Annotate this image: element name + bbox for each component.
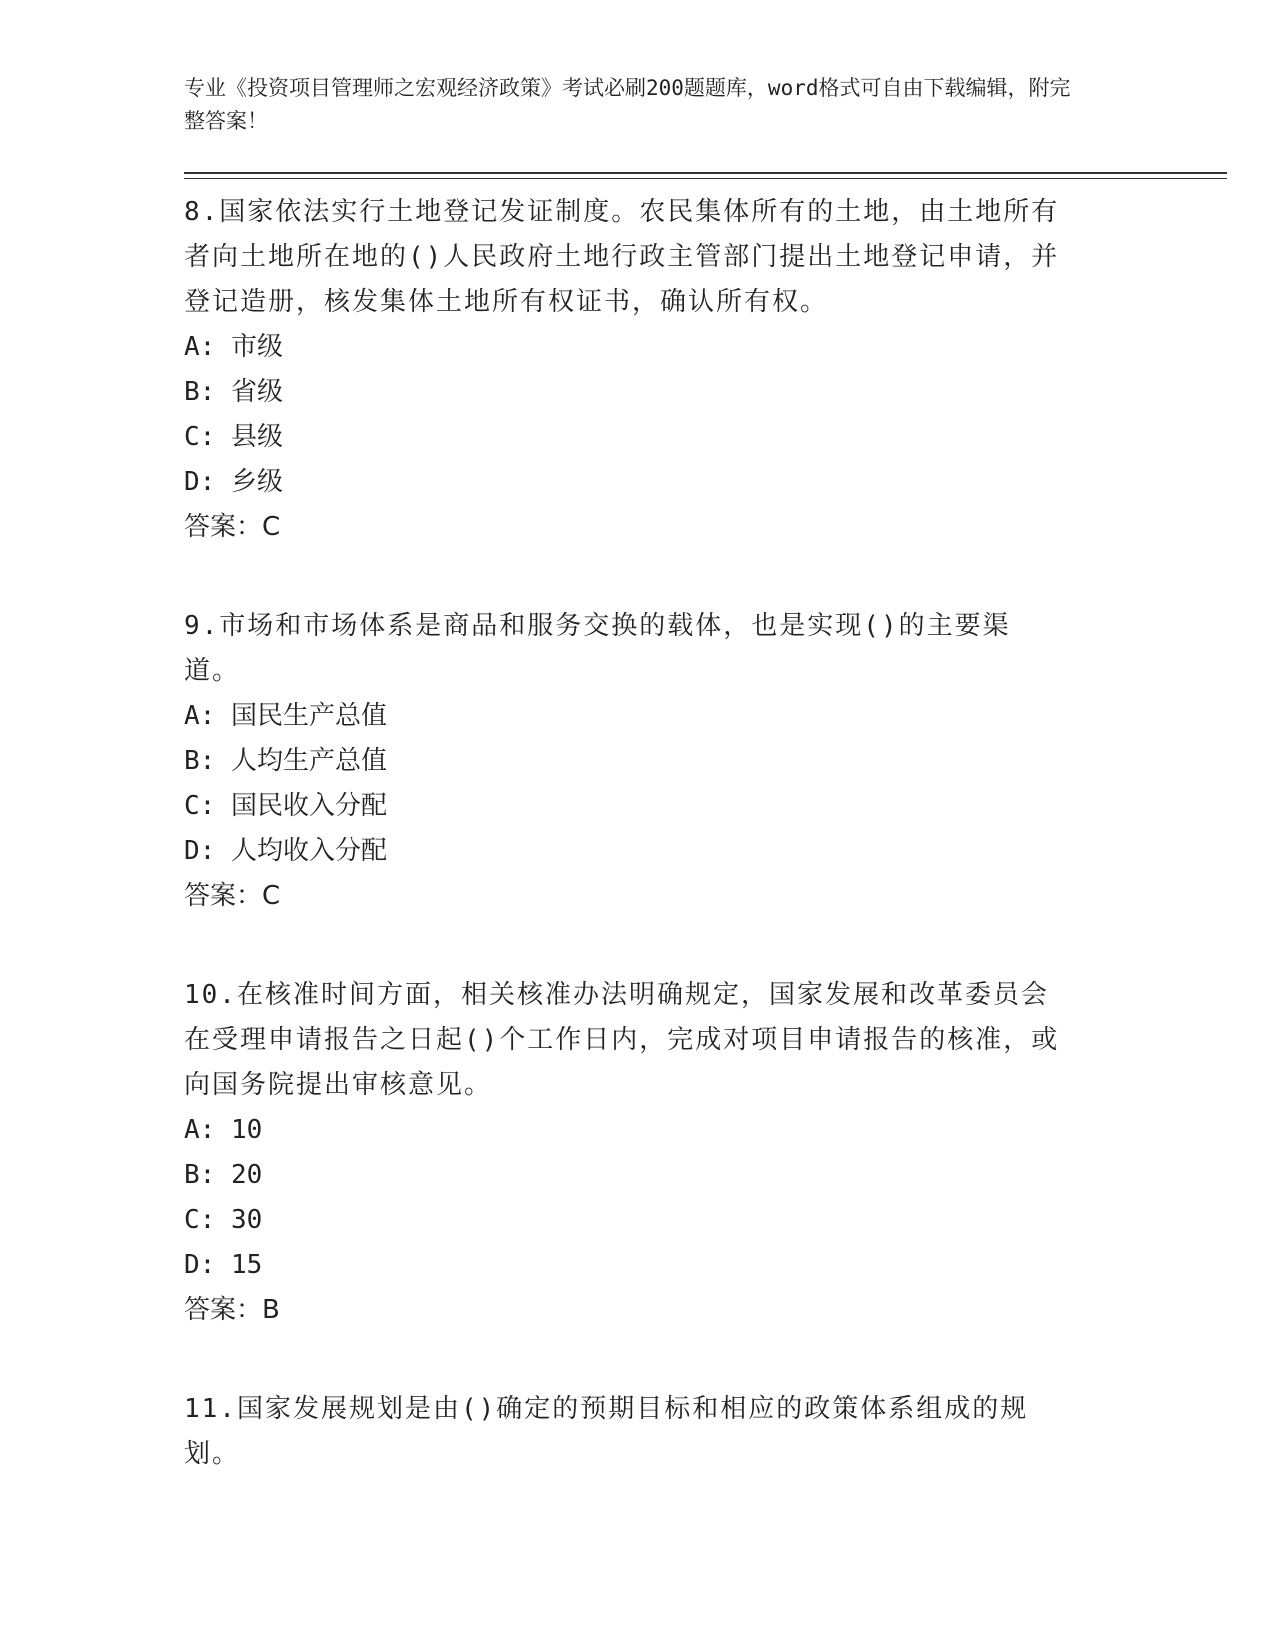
question-stem: 11.国家发展规划是由()确定的预期目标和相应的政策体系组成的规划。: [184, 1394, 1029, 1469]
option-a: A: 10: [184, 1115, 263, 1145]
option-c: C: 30: [184, 1205, 263, 1235]
option-d: D: 15: [184, 1250, 263, 1280]
question-11: [184, 1387, 1064, 1477]
option-c: C: 县级: [184, 422, 283, 452]
question-stem: 10.在核准时间方面，相关核准办法明确规定，国家发展和改革委员会在受理申请报告之日起()个工作日内，完成对项目申请报告的核准，或向国务院提出审核意见。: [184, 980, 1060, 1100]
answer: 答案：C: [184, 881, 281, 911]
question-list: [184, 190, 1064, 1531]
option-d: D: 人均收入分配: [184, 836, 387, 866]
option-c: C: 国民收入分配: [184, 791, 387, 821]
question-stem: 9.市场和市场体系是商品和服务交换的载体，也是实现()的主要渠道。: [184, 611, 1011, 686]
option-a: A: 市级: [184, 332, 283, 362]
option-b: B: 20: [184, 1160, 263, 1190]
question-10: [184, 973, 1064, 1333]
option-d: D: 乡级: [184, 467, 283, 497]
option-b: B: 省级: [184, 377, 283, 407]
answer: 答案：B: [184, 1295, 280, 1325]
question-9: [184, 604, 1064, 919]
answer: 答案：C: [184, 512, 281, 542]
document-header: 专业《投资项目管理师之宏观经济政策》考试必刷200题题库，word格式可自由下载编辑，附完整答案！: [184, 76, 1071, 133]
header-rule-thin: [184, 178, 1227, 179]
option-a: A: 国民生产总值: [184, 701, 387, 731]
question-8: [184, 190, 1064, 550]
question-stem: 8.国家依法实行土地登记发证制度。农民集体所有的土地，由土地所有者向土地所在地的()人民政府土地行政主管部门提出土地登记申请，并登记造册，核发集体土地所有权证书，确认所有权。: [184, 197, 1060, 317]
header-rule-thick: [184, 172, 1227, 174]
option-b: B: 人均生产总值: [184, 746, 387, 776]
